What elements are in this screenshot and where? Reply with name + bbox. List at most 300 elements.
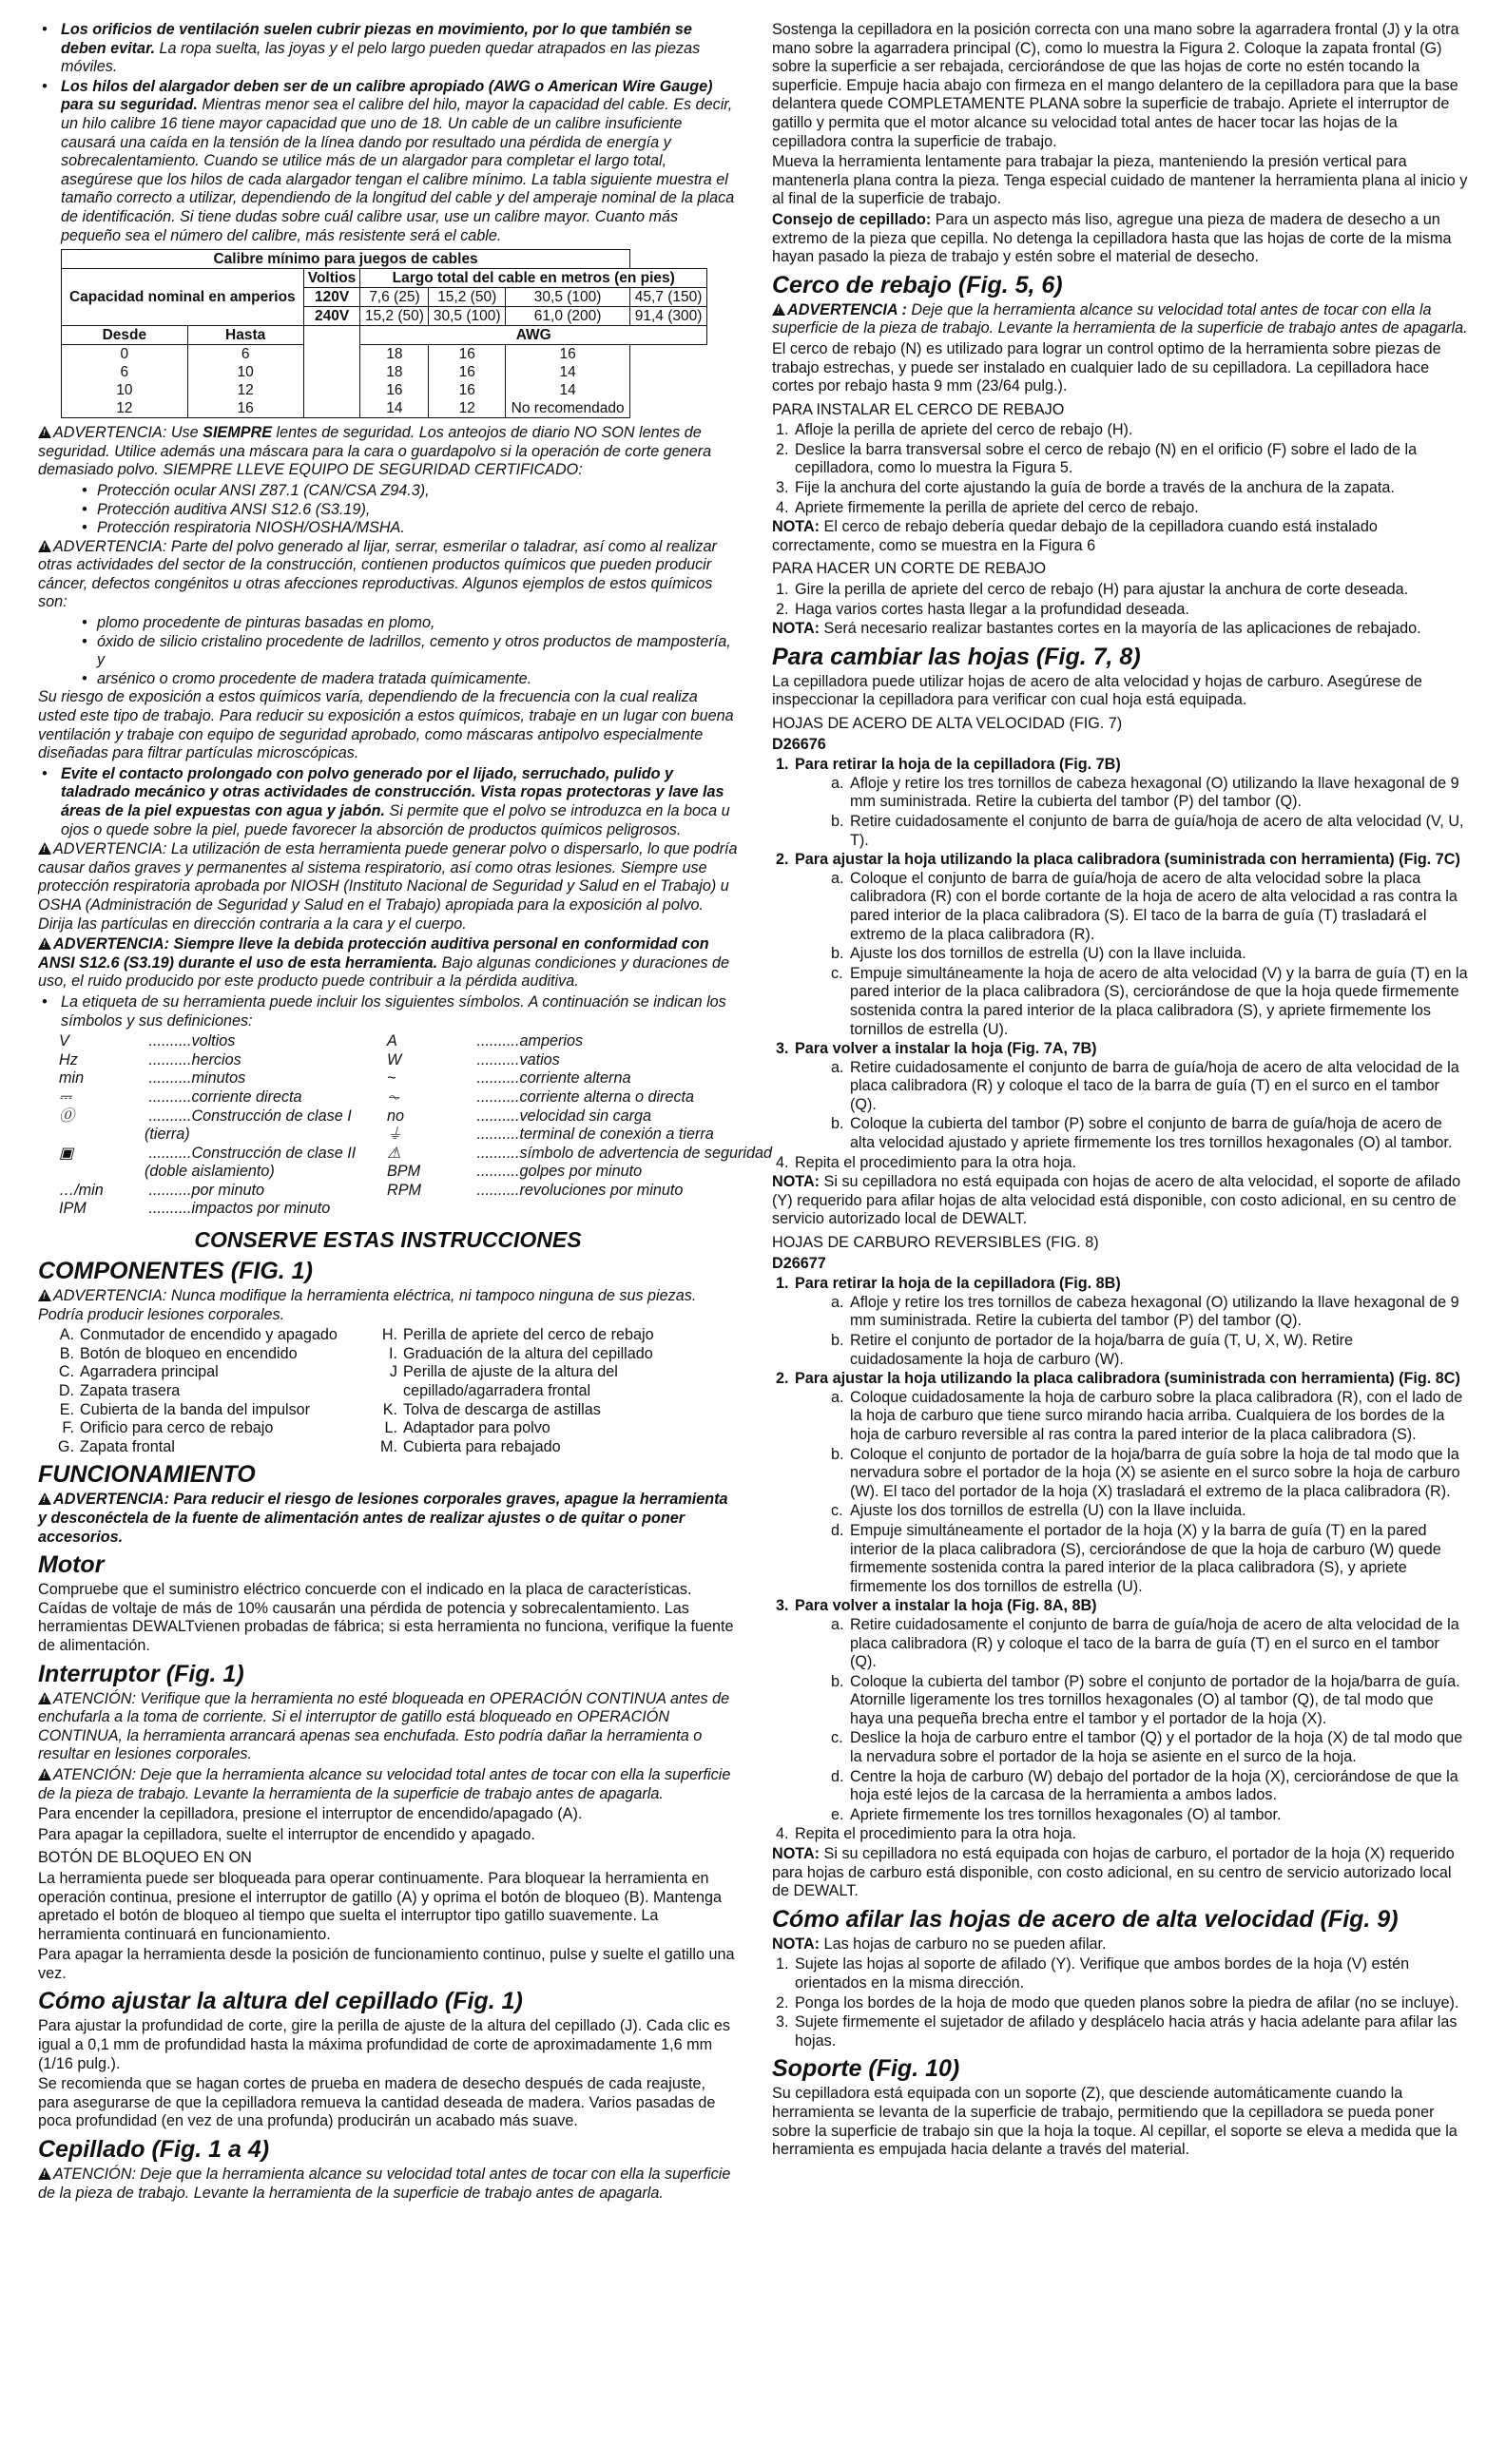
component-key: J <box>389 1363 397 1381</box>
substep-letter: c. <box>831 1502 843 1520</box>
numbered-item <box>776 479 1468 498</box>
table-120v: 120V <box>303 288 360 307</box>
caution-planing: !ATENCIÓN: Deje que la herramienta alcance su velocidad total antes de tocar con ella la superficie de la pieza de trabajo. Levante la herramienta de la superficie de trabajo antes de apagarla. <box>38 2166 738 2203</box>
warning-icon <box>38 937 51 950</box>
warning-icon <box>38 1692 51 1704</box>
component-item <box>55 1438 378 1457</box>
symbol-entry <box>387 1200 729 1219</box>
altura-paragraph-2: Se recomienda que se hagan cortes de prueba en madera de desecho después de cada reajuste, para asegurarse de que la cepilladora remueva la cantidad deseada de madera. Varios pasadas de poca profundidad (en vez de una profunda) producirán un acabado más suave. <box>38 2075 716 2130</box>
symbol-glyph: A <box>387 1032 397 1050</box>
install-fence-heading: PARA INSTALAR EL CERCO DE REBAJO <box>772 400 1065 418</box>
symbol-entry <box>387 1144 772 1164</box>
numbered-item <box>776 498 1468 518</box>
substeps <box>795 870 1468 1039</box>
rabbet-cut-heading: PARA HACER UN CORTE DE REBAJO <box>772 560 1047 578</box>
substep-text: Empuje simultáneamente el portador de la hoja (X) y la barra de guía (T) en la pared interior de la placa calibradora (S), cerciorándose de que la hoja de carburo (W) quede firmemente sostenida contra la pared interior de la placa calibradora (S), y apriete firmemente los dos tornillos de estrella (U). <box>850 1521 1441 1595</box>
component-label: Cubierta para rebajado <box>403 1437 561 1455</box>
step-title: Para retirar la hoja de la cepilladora (Fig. 8B) <box>795 1275 1121 1293</box>
soporte-paragraph: Su cepilladora está equipada con un soporte (Z), que desciende automáticamente cuando la herramienta se levanta de la superficie de trabajo, permitiendo que la cepilladora se pueda poner sobre la superficie de trabajo sin que la hoja la toque. Al cepillar, el soporte se eleva a medida que la herramienta es empujada hacia delante a través del material. <box>772 2085 1458 2159</box>
table-cell: 14 <box>506 363 630 381</box>
lock-off-paragraph: Para apagar la herramienta desde la posición de funcionamiento continuo, pulse y suelte el gatillo una vez. <box>38 1946 735 1982</box>
symbol-definition: símbolo de advertencia de seguridad <box>519 1144 772 1162</box>
item-text: Haga varios cortes hasta llegar a la profundidad deseada. <box>795 600 1189 618</box>
symbol-definition: golpes por minuto <box>519 1163 643 1181</box>
table-cell: 16 <box>187 399 303 418</box>
substep-text: Coloque la cubierta del tambor (P) sobre el conjunto de portador de la hoja/barra de guía. Atornille ligeramente los tres tornillos hexagonales (O) al tambor (Q), de tal modo que haya una pequeña brecha entre el tambor y el portador de la hoja (X). <box>850 1672 1460 1727</box>
symbol-definition: velocidad sin carga <box>519 1107 652 1125</box>
item-number: 1. <box>776 581 789 599</box>
component-item <box>378 1345 740 1364</box>
component-label: Zapata frontal <box>80 1437 175 1455</box>
component-item <box>378 1438 740 1457</box>
component-item <box>55 1326 378 1345</box>
table-blank <box>303 345 360 364</box>
table-hasta: Hasta <box>187 326 303 345</box>
step-title: Para retirar la hoja de la cepilladora (Fig. 7B) <box>795 756 1121 774</box>
funcionamiento-heading: FUNCIONAMIENTO <box>38 1461 256 1489</box>
cable-gauge-table <box>61 249 707 418</box>
table-cell: 14 <box>506 381 630 399</box>
numbered-item <box>776 440 1468 478</box>
symbol-definition: por minuto <box>191 1181 264 1199</box>
symbol-glyph: W <box>387 1050 402 1068</box>
substep <box>831 1672 1468 1729</box>
numbered-item <box>776 581 1468 600</box>
symbols-legend <box>59 1032 772 1219</box>
warning-hearing: !ADVERTENCIA: Siempre lleve la debida protección auditiva personal en conformidad con ANSI S12.6 (S3.19) durante el uso de esta herramienta. Bajo algunas condiciones y duraciones de uso, el ruido producido por este producto puede contribuir a la pérdida auditiva. <box>38 935 738 991</box>
motor-heading: Motor <box>38 1551 105 1579</box>
component-key: C. <box>58 1363 74 1381</box>
substep <box>831 1388 1468 1445</box>
step-title: Para ajustar la hoja utilizando la placa calibradora (suministrada con herramienta) (Fig. 7C) <box>795 851 1460 869</box>
component-item <box>378 1382 740 1401</box>
item-number: 2. <box>776 600 789 618</box>
component-key: L. <box>384 1419 397 1437</box>
symbol-glyph: …/min <box>59 1181 104 1199</box>
symbol-definition: (doble aislamiento) <box>145 1163 275 1181</box>
substep <box>831 1615 1468 1672</box>
install-fence-list <box>772 421 1468 517</box>
components-list <box>55 1326 738 1456</box>
symbol-glyph: ~ <box>387 1069 396 1088</box>
table-title: Calibre mínimo para juegos de cables <box>62 250 630 269</box>
warning-icon <box>38 842 51 855</box>
table-cell: 6 <box>62 363 188 381</box>
substep-letter: b. <box>831 1445 844 1463</box>
component-item <box>55 1363 378 1382</box>
step-title: Repita el procedimiento para la otra hoja. <box>795 1825 1077 1843</box>
symbol-entry <box>59 1182 387 1201</box>
component-item <box>55 1382 378 1401</box>
substep-letter: b. <box>831 945 844 963</box>
step-title: Para volver a instalar la hoja (Fig. 7A, 7B) <box>795 1040 1097 1058</box>
item-number: 2. <box>776 440 789 458</box>
component-label: Adaptador para polvo <box>403 1419 550 1437</box>
step <box>776 1825 1468 1844</box>
substep <box>831 1729 1468 1766</box>
component-item <box>55 1419 378 1438</box>
lock-on-heading: BOTÓN DE BLOQUEO EN ON <box>38 1849 252 1867</box>
substep-text: Apriete firmemente los tres tornillos hexagonales (O) al tambor. <box>850 1805 1282 1823</box>
component-item <box>55 1345 378 1364</box>
substep-letter: b. <box>831 812 844 830</box>
substep-letter: c. <box>831 964 843 982</box>
carbide-heading: HOJAS DE CARBURO REVERSIBLES (FIG. 8) <box>772 1234 1099 1252</box>
dust-bullet: • Evite el contacto prolongado con polvo generado por el lijado, serruchado, pulido y taladrado mecánico y otras actividades de construcción. Vista ropas protectoras y lave las áreas de la piel expuestas con agua y jabón. Si permite que el polvo se introduzca en la boca u ojos o quede sobre la piel, puede favorecer la absorción de productos químicos peligrosos. <box>38 765 738 839</box>
table-row <box>62 399 707 418</box>
symbol-entry <box>387 1032 729 1051</box>
symbol-dots: .......... <box>473 1032 520 1050</box>
symbol-entry <box>59 1069 387 1088</box>
table-cell: 16 <box>360 381 429 399</box>
nota-4: NOTA: Si su cepilladora no está equipada con hojas de carburo, el portador de la hoja (X) requerido para hojas de carburo está disponible, con costo adicional, en su centro de servicio autorizado local de DEWALT. <box>772 1845 1455 1900</box>
table-cell: 16 <box>506 345 630 364</box>
item-text: Ponga los bordes de la hoja de modo que queden planos sobre la piedra de afilar (no se incluye). <box>795 1993 1459 2012</box>
numbered-item <box>776 421 1468 440</box>
substep <box>831 1767 1468 1805</box>
substep-letter: a. <box>831 869 844 887</box>
item-number: 2. <box>776 1993 789 2012</box>
substep-text: Coloque la cubierta del tambor (P) sobre el conjunto de barra de guía/hoja de acero de alta velocidad ajustado y apriete firmemente los tres tornillos hexagonales (O) al tambor. <box>850 1115 1453 1152</box>
table-cell: 16 <box>429 381 506 399</box>
component-key <box>378 1382 397 1401</box>
symbol-entry <box>387 1107 729 1126</box>
item-text: Deslice la barra transversal sobre el cerco de rebajo (N) en el orificio (F) sobre el lado de la cepilladora, como lo muestra la Figura 5. <box>795 440 1418 477</box>
hss-model: D26676 <box>772 735 826 753</box>
step-title: Para volver a instalar la hoja (Fig. 8A, 8B) <box>795 1597 1097 1615</box>
item-text: Sujete las hojas al soporte de afilado (Y). Verifique que ambos bordes de la hoja (V) estén orientados en la misma dirección. <box>795 1955 1410 1992</box>
symbol-entry <box>387 1126 729 1145</box>
caution-continuous: !ATENCIÓN: Verifique que la herramienta no esté bloqueada en OPERACIÓN CONTINUA antes de enchufarla a la toma de corriente. Si el interruptor de gatillo está bloqueado en OPERACIÓN CONTINUA, la herramienta arrancará apenas sea enchufada. Esto podría dañar la herramienta o resultar en lesiones corporales. <box>38 1690 738 1764</box>
symbol-glyph: BPM <box>387 1163 421 1181</box>
warning-icon <box>38 540 51 552</box>
component-key: H. <box>381 1326 397 1344</box>
hss-heading: HOJAS DE ACERO DE ALTA VELOCIDAD (FIG. 7) <box>772 715 1123 732</box>
symbol-glyph: V <box>59 1032 69 1050</box>
component-item <box>378 1363 740 1382</box>
substep-text: Retire cuidadosamente el conjunto de barra de guía/hoja de acero de alta velocidad (V, U, T). <box>850 812 1464 849</box>
component-key: F. <box>62 1419 74 1437</box>
substep-letter: d. <box>831 1521 844 1539</box>
table-cell: 12 <box>62 399 188 418</box>
table-cell: 18 <box>360 363 429 381</box>
table-blank <box>303 399 360 418</box>
table-blank <box>303 363 360 381</box>
symbol-dots: .......... <box>145 1200 192 1218</box>
right-column <box>772 21 1468 2464</box>
table-length-240: 15,2 (50) <box>360 307 429 326</box>
symbol-dots: .......... <box>145 1069 192 1088</box>
soporte-heading: Soporte (Fig. 10) <box>772 2055 960 2083</box>
substep <box>831 945 1468 964</box>
cambiar-heading: Para cambiar las hojas (Fig. 7, 8) <box>772 643 1141 670</box>
substep <box>831 869 1468 944</box>
component-label: Perilla de ajuste de la altura del <box>403 1363 618 1381</box>
table-cell: 16 <box>429 363 506 381</box>
substep <box>831 1332 1468 1369</box>
bullet-vents: • Los orificios de ventilación suelen cubrir piezas en movimiento, por lo que también se deben evitar. La ropa suelta, las joyas y el pelo largo pueden quedar atrapados en las piezas móviles. <box>61 21 738 77</box>
conserve-heading: CONSERVE ESTAS INSTRUCCIONES <box>194 1227 582 1253</box>
table-blank <box>303 381 360 399</box>
table-240v: 240V <box>303 307 360 326</box>
substep-text: Ajuste los dos tornillos de estrella (U) con la llave incluida. <box>850 1502 1246 1520</box>
symbol-definition: amperios <box>519 1032 584 1050</box>
planing-tip: Consejo de cepillado: Para un aspecto más liso, agregue una pieza de madera de desecho a un extremo de la pieza que cepilla. No detenga la cepilladora hasta que las hojas de corte de la misma hayan pasado la pieza de trabajo y estén sobre el material de desecho. <box>772 210 1452 266</box>
motor-paragraph: Compruebe que el suministro eléctrico concuerde con el indicado en la placa de características. Caídas de voltaje de más de 10% causarán una pérdida de potencia y sobrecalentamiento. Las herramientas DEWALTvienen probadas de fábrica; si esta herramienta no funciona, verifique la fuente de alimentación. <box>38 1581 734 1654</box>
substeps <box>795 775 1468 850</box>
component-key: E. <box>59 1400 74 1418</box>
symbol-entry <box>59 1032 387 1051</box>
symbol-definition: revoluciones por minuto <box>519 1181 684 1199</box>
nota-3: NOTA: Si su cepilladora no está equipada con hojas de acero de alta velocidad, el soporte de afilado (Y) requerido para afilar hojas de alta velocidad está disponible, con costo adicional, en su centro de servicio autorizado local de DEWALT. <box>772 1173 1461 1228</box>
cerco-heading: Cerco de rebajo (Fig. 5, 6) <box>772 271 1063 298</box>
numbered-item <box>776 2013 1468 2050</box>
symbol-glyph: IPM <box>59 1200 87 1218</box>
symbol-dots: .......... <box>473 1069 520 1088</box>
table-length-240: 61,0 (200) <box>506 307 630 326</box>
symbol-entry <box>387 1182 729 1201</box>
substeps <box>795 1616 1468 1825</box>
symbol-definition: Construcción de clase I <box>191 1107 352 1125</box>
component-item <box>55 1401 378 1420</box>
substep <box>831 1058 1468 1115</box>
step <box>776 1040 1468 1153</box>
list-item: • Protección ocular ANSI Z87.1 (CAN/CSA Z94.3), <box>97 482 738 501</box>
hss-steps <box>772 756 1468 1172</box>
switch-off-paragraph: Para apagar la cepilladora, suelte el interruptor de encendido y apagado. <box>38 1825 535 1843</box>
substep-letter: a. <box>831 1388 844 1406</box>
symbol-definition: corriente directa <box>191 1088 302 1106</box>
substep <box>831 1445 1468 1502</box>
substep <box>831 1502 1468 1521</box>
table-awg: AWG <box>360 326 707 345</box>
table-cell: 14 <box>360 399 429 418</box>
list-item: • óxido de silicio cristalino procedente de ladrillos, cemento y otros productos de mampostería, y <box>97 633 738 670</box>
component-key: K. <box>382 1400 397 1418</box>
component-label: Conmutador de encendido y apagado <box>80 1326 338 1344</box>
substep <box>831 1293 1468 1331</box>
symbol-entry <box>387 1051 729 1070</box>
warning-dust: !ADVERTENCIA: La utilización de esta herramienta puede generar polvo o dispersarlo, lo que podría causar daños graves y permanentes al sistema respiratorio, así como otras lesiones. Siempre use protección respiratoria aprobada por NIOSH (Instituto Nacional de Seguridad y Salud en el Trabajo) u OSHA (Administración de Seguridad y Salud en el Trabajo) apropiada para la exposición al polvo. Dirija las partículas en dirección contraria a la cara y el cuerpo. <box>38 840 738 934</box>
substeps <box>795 1294 1468 1369</box>
symbol-definition: minutos <box>191 1069 246 1088</box>
table-row <box>62 345 707 364</box>
planing-paragraph-1: Sostenga la cepilladora en la posición correcta con una mano sobre la agarradera frontal (J) y la otra mano sobre la agarradera principal (C), como lo muestra la Figura 2. Coloque la zapata frontal (G) sobre la superficie a ser rebajada, cerciorándose de que las hojas de corte no estén tocando la superficie. Empuje hacia abajo con firmeza en el mango delantero de la cepilladora para que la base delantera quede COMPLETAMENTE PLANA sobre la superficie de trabajo. Apriete el interruptor de gatillo y permita que el motor alcance su velocidad total antes de hacer tocar las hojas de la cepilladora contra la superficie de trabajo. <box>772 21 1459 150</box>
table-cell: 16 <box>429 345 506 364</box>
substep-text: Retire el conjunto de portador de la hoja/barra de guía (T, U, X, W). Retire cuidadosamente la hoja de carburo (W). <box>850 1332 1354 1368</box>
symbol-entry <box>387 1163 729 1182</box>
symbol-definition: terminal de conexión a tierra <box>519 1126 714 1144</box>
component-key: I. <box>389 1344 397 1362</box>
item-text: Afloje la perilla de apriete del cerco de rebajo (H). <box>795 421 1133 439</box>
nota-5: NOTA: Las hojas de carburo no se pueden afilar. <box>772 1935 1107 1953</box>
table-cell: 12 <box>429 399 506 418</box>
component-item <box>378 1401 740 1420</box>
substep-letter: a. <box>831 1293 844 1311</box>
substeps <box>795 1059 1468 1153</box>
symbol-definition: hercios <box>191 1050 241 1068</box>
symbol-glyph: min <box>59 1069 85 1088</box>
table-length-120: 7,6 (25) <box>360 288 429 307</box>
step-number: 2. <box>776 851 789 869</box>
warning-icon <box>38 426 51 438</box>
list-item: • Protección auditiva ANSI S12.6 (S3.19), <box>97 501 738 520</box>
item-text: Sujete firmemente el sujetador de afilado y desplácelo hacia atrás y hacia adelante para afilar las hojas. <box>795 2013 1458 2050</box>
symbol-dots: .......... <box>145 1088 192 1106</box>
component-key: M. <box>380 1437 397 1455</box>
table-row <box>62 381 707 399</box>
step-title: Para ajustar la hoja utilizando la placa calibradora (suministrada con herramienta) (Fig. 8C) <box>795 1370 1460 1388</box>
nota-1: NOTA: El cerco de rebajo debería quedar debajo de la cepilladora cuando está instalado correctamente, como se muestra en la Figura 6 <box>772 518 1378 554</box>
list-item: • plomo procedente de pinturas basadas en plomo, <box>97 614 738 633</box>
component-label: Orificio para cerco de rebajo <box>80 1419 274 1437</box>
numbered-item <box>776 1955 1468 1992</box>
symbol-dots: .......... <box>473 1181 520 1199</box>
substep-text: Centre la hoja de carburo (W) debajo del portador de la hoja (X), cerciorándose de que la hoja esté lejos de la carcasa de la herramienta a ambos lados. <box>850 1767 1458 1804</box>
symbol-dots: .......... <box>145 1181 192 1199</box>
substep-text: Empuje simultáneamente la hoja de acero de alta velocidad (V) y la barra de guía (T) en la pared interior de la placa calibradora (S), cerciorándose de que la hoja quede firmemente sostenida contra la pared interior de la placa calibradora (S), y apriete firmemente los tornillos de estrella (U). <box>850 964 1468 1038</box>
rabbet-cut-list <box>772 581 1468 619</box>
symbol-dots: .......... <box>473 1107 520 1125</box>
carbide-steps <box>772 1275 1468 1844</box>
warning-icon <box>38 2167 51 2180</box>
item-number: 3. <box>776 2013 789 2031</box>
numbered-item <box>776 600 1468 620</box>
substep-letter: b. <box>831 1332 844 1349</box>
left-column <box>38 21 772 2464</box>
altura-paragraph-1: Para ajustar la profundidad de corte, gire la perilla de ajuste de la altura del cepillado (J). Cada clic es igual a 0,1 mm de profundidad hasta la máxima profundidad de corte de aproximadamente 1,6 mm (1/16 pulg.). <box>38 2017 730 2072</box>
step <box>776 756 1468 850</box>
step <box>776 1153 1468 1173</box>
component-label: Perilla de apriete del cerco de rebajo <box>403 1326 654 1344</box>
symbol-dots: .......... <box>473 1144 520 1162</box>
safety-equipment-list <box>38 482 738 538</box>
substep-letter: a. <box>831 1615 844 1633</box>
substep-text: Retire cuidadosamente el conjunto de barra de guía/hoja de acero de alta velocidad de la placa calibradora (R) y coloque el taco de la barra de guía (T) en el surco en el tambor (Q). <box>850 1615 1459 1671</box>
table-capacity-header: Capacidad nominal en amperios <box>62 269 304 326</box>
warning-icon <box>38 1768 51 1781</box>
component-label: Botón de bloqueo en encendido <box>80 1344 298 1362</box>
symbol-entry <box>387 1088 729 1107</box>
step <box>776 1275 1468 1369</box>
symbol-definition: impactos por minuto <box>191 1200 331 1218</box>
step <box>776 1370 1468 1596</box>
afilar-heading: Cómo afilar las hojas de acero de alta velocidad (Fig. 9) <box>772 1905 1399 1933</box>
step <box>776 851 1468 1039</box>
substep-letter: b. <box>831 1672 844 1690</box>
table-volts-header: Voltios <box>303 269 360 288</box>
substep-letter: d. <box>831 1767 844 1785</box>
carbide-model: D26677 <box>772 1254 826 1272</box>
symbol-definition: voltios <box>191 1032 236 1050</box>
warning-rabbet: !ADVERTENCIA : Deje que la herramienta alcance su velocidad total antes de tocar con ella la superficie de la pieza de trabajo. Levante la herramienta de la superficie de trabajo antes de apagarla. <box>772 301 1468 338</box>
item-text: Apriete firmemente la perilla de apriete del cerco de rebajo. <box>795 498 1199 516</box>
step-number: 3. <box>776 1040 789 1058</box>
list-item: • arsénico o cromo procedente de madera tratada químicamente. <box>97 670 738 689</box>
cerco-paragraph: El cerco de rebajo (N) es utilizado para lograr un control optimo de la herramienta sobre piezas de trabajo estrechas, y puede ser instalado en cualquier lado de su cepilladora. La cepilladora hace cortes por rebajo hasta 9 mm (23/64 pulg.). <box>772 339 1441 395</box>
symbol-dots: .......... <box>145 1050 192 1068</box>
table-length-header: Largo total del cable en metros (en pies) <box>360 269 707 288</box>
lock-on-paragraph: La herramienta puede ser bloqueada para operar continuamente. Para bloquear la herramienta en operación continua, presione el interruptor de gatillo (A) y oprima el botón de bloqueo (B). Mantenga apretado el botón de bloqueo al tiempo que suelta el interruptor tipo gatillo suavemente. La herramienta continuará en funcionamiento. <box>38 1869 722 1943</box>
symbol-entry <box>59 1126 387 1145</box>
symbol-glyph: ▣ <box>59 1144 74 1162</box>
table-cell: 12 <box>187 381 303 399</box>
symbol-dots: .......... <box>145 1144 192 1162</box>
item-number: 1. <box>776 421 789 439</box>
chemicals-list <box>38 614 738 688</box>
symbol-entry <box>59 1088 387 1107</box>
symbol-dots: .......... <box>473 1050 520 1068</box>
switch-on-paragraph: Para encender la cepilladora, presione el interruptor de encendido/apagado (A). <box>38 1805 583 1823</box>
symbol-entry <box>59 1051 387 1070</box>
item-text: Gire la perilla de apriete del cerco de rebajo (H) para ajustar la anchura de corte deseada. <box>795 581 1409 599</box>
symbol-dots: .......... <box>473 1088 520 1106</box>
item-text: Fije la anchura del corte ajustando la guía de borde a través de la anchura de la zapata. <box>795 479 1395 497</box>
symbol-glyph: ⏚ <box>387 1126 403 1144</box>
symbol-definition: Construcción de clase II <box>191 1144 357 1162</box>
substep-text: Coloque el conjunto de portador de la hoja/barra de guía sobre la hoja de tal modo que la nervadura sobre el portador de la hoja (X) se asiente en el surco sobre la hoja de carburo (W). El taco del portador de la hoja (X) trasladará el extremo de la placa calibradora (R). <box>850 1445 1460 1500</box>
component-label: Cubierta de la banda del impulsor <box>80 1400 311 1418</box>
substep-text: Ajuste los dos tornillos de estrella (U) con la llave incluida. <box>850 945 1246 963</box>
substep-letter: a. <box>831 1058 844 1076</box>
component-key: D. <box>58 1382 74 1400</box>
item-number: 1. <box>776 1955 789 1973</box>
bullet-extension-cord: • Los hilos del alargador deben ser de un calibre apropiado (AWG o American Wire Gauge) para su seguridad. Mientras menor sea el calibre del hilo, mayor la capacidad del cable. Es decir, un hilo calibre 16 tiene mayor capacidad que uno de 18. Un cable de un calibre insuficiente causará una caída en la tensión de la línea dando por resultado una pérdida de energía y sobrecalentamiento. Cuando se utilice más de un alargador para completar el largo total, asegúrese que los hilos de cada alargador tengan el calibre mínimo. La tabla siguiente muestra el tamaño correcto a utilizar, dependiendo de la longitud del cable y del amperaje nominal de la placa de identificación. Si tiene dudas sobre cuál calibre usar, use un calibre mayor. Cuanto más pequeño sea el número del calibre, más resistente será el cable. <box>61 78 738 245</box>
table-length-240: 91,4 (300) <box>630 307 707 326</box>
altura-heading: Cómo ajustar la altura del cepillado (Fig. 1) <box>38 1988 523 2015</box>
cepillado-heading: Cepillado (Fig. 1 a 4) <box>38 2136 270 2164</box>
symbols-bullet: • La etiqueta de su herramienta puede incluir los siguientes símbolos. A continuación se indican los símbolos y sus definiciones: <box>38 993 738 1030</box>
substep-letter: e. <box>831 1805 844 1823</box>
item-number: 3. <box>776 479 789 497</box>
substep <box>831 774 1468 812</box>
substep <box>831 1805 1468 1825</box>
warning-safety-glasses: !ADVERTENCIA: Use SIEMPRE lentes de seguridad. Los anteojos de diario NO SON lentes de seguridad. Utilice además una máscara para la cara o guardapolvo si la operación de corte genera demasiado polvo. SIEMPRE LLEVE EQUIPO DE SEGURIDAD CERTIFICADO: <box>38 424 738 480</box>
item-number: 4. <box>776 498 789 516</box>
symbol-dots: .......... <box>145 1107 192 1125</box>
caution-speed: !ATENCIÓN: Deje que la herramienta alcance su velocidad total antes de tocar con ella la superficie de la pieza de trabajo. Levante la herramienta de la superficie de trabajo antes de apagarla. <box>38 1766 738 1803</box>
substep <box>831 812 1468 850</box>
component-label: Zapata trasera <box>80 1382 181 1400</box>
table-cell: No recomendado <box>506 399 630 418</box>
table-length-120: 15,2 (50) <box>429 288 506 307</box>
warning-operation: !ADVERTENCIA: Para reducir el riesgo de lesiones corporales graves, apague la herramienta y desconéctela de la fuente de alimentación antes de realizar ajustes o de quitar o poner accesorios. <box>38 1491 738 1547</box>
symbol-glyph: Hz <box>59 1050 78 1068</box>
component-key: A. <box>59 1326 74 1344</box>
component-label: cepillado/agarradera frontal <box>403 1382 591 1400</box>
table-cell: 6 <box>187 345 303 364</box>
substep-text: Coloque cuidadosamente la hoja de carburo sobre la placa calibradora (R), con el lado de la hoja de carburo que tiene surco mirando hacia arriba. Cualquiera de los bordes de la hoja de carburo reversible al ras contra la pared interior de la placa calibradora (S). <box>850 1388 1463 1443</box>
symbol-definition: (tierra) <box>145 1126 190 1144</box>
safety-bullets <box>38 21 738 245</box>
substep-letter: c. <box>831 1729 843 1747</box>
substep-letter: a. <box>831 774 844 792</box>
step-title: Repita el procedimiento para la otra hoja. <box>795 1153 1077 1171</box>
substep-letter: b. <box>831 1115 844 1133</box>
sharpen-list <box>772 1955 1468 2050</box>
symbol-definition: vatios <box>519 1050 560 1068</box>
substep <box>831 964 1468 1039</box>
exposure-paragraph: Su riesgo de exposición a estos químicos varía, dependiendo de la frecuencia con la cual realiza usted este tipo de trabajo. Para reducir su exposición a estos químicos, trabaje en un lugar con buena ventilación y trabaje con equipo de seguridad aprobado, como máscaras antipolvo especialmente diseñadas para filtrar partículas microscópicas. <box>38 688 734 762</box>
warning-modify: !ADVERTENCIA: Nunca modifique la herramienta eléctrica, ni tampoco ninguna de sus piezas. Podría producir lesiones corporales. <box>38 1287 738 1324</box>
warning-icon <box>772 303 785 316</box>
list-item: • Protección respiratoria NIOSH/OSHA/MSHA. <box>97 519 738 538</box>
component-label: Agarradera principal <box>80 1363 219 1381</box>
symbol-dots: .......... <box>473 1126 520 1144</box>
step-number: 1. <box>776 1275 789 1293</box>
table-length-240: 30,5 (100) <box>429 307 506 326</box>
component-label: Graduación de la altura del cepillado <box>403 1344 653 1362</box>
